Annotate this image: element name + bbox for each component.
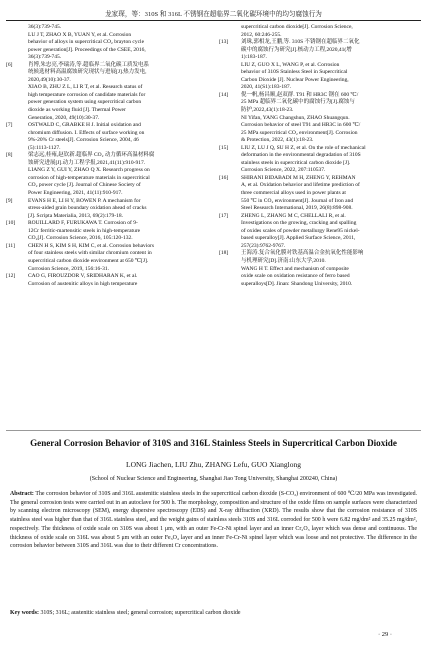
reference-line: oxide scale on oxidation resistance of ferro based xyxy=(241,273,350,280)
reference-line: high temperature corrosion of candidate materials for xyxy=(28,91,146,98)
reference-line: 550 ℃ in CO₂ environment[J]. Journal of Iron and xyxy=(241,197,354,204)
reference-line: superalloys[D]. Jinan: Shandong University, 2010. xyxy=(241,280,353,287)
reference-line: EVANS H E, LI H Y, BOWEN P. A mechanism for xyxy=(28,197,141,204)
reference-entry xyxy=(6,24,206,32)
reference-line: Carbon Dioxide [J]. Nuclear Power Engineering, xyxy=(241,76,349,83)
abstract-text: The corrosion behavior of 310S and 316L austenitic stainless steels in the supercritical carbon dioxide (S-CO₂) environment of 600 ℃/20 MPa was investigated. The general corrosion tests were carried out in an autoclave for 500 h. The morphology, composition and structure of the oxide films on sample surfaces were characterized by scanning electron microscopy (SEM), energy dispersive spectroscopy (EDS) and X-ray diffraction (XRD). The results show that the corrosion resistance of 310S stainless steel was higher than that of 316L stainless steel, and the weight gains of stainless steels 310S and 316L corroded for 500 h were 6.82 mg/dm² and 35.25 mg/dm², respectively. The thickness of oxide scale on 310S was about 1 μm, with an outer Fe-Cr-Ni spinel layer and an inner Cr₂O₃ layer which was dense and continuous. The thickness of oxide scale on 316L was about 5 μm with an outer Fe₃O₄ layer and an inner Fe-Cr-Ni spinel layer which was loose and not protective. The difference in the corrosion behavior between 310S and 316L was due to their different Cr concentrations. xyxy=(10,491,417,550)
header-rule xyxy=(6,20,421,21)
running-header: 龙家琛，等：310S 和 316L 不锈钢在超临界二氧化碳环境中的均匀腐蚀行为 xyxy=(105,11,322,18)
reference-entry xyxy=(219,24,419,39)
reference-line: of four stainless steels with similar chromium content in xyxy=(28,250,152,257)
reference-line: 36(3):739-745. xyxy=(28,24,62,30)
reference-entry xyxy=(219,266,419,289)
reference-line: LIANG Z Y, GUI Y, ZHAO Q X. Research progress on xyxy=(28,167,150,174)
reference-line: 王海涛.复合氧化膜对铁基高温合金抗氧化性能影响 xyxy=(241,250,364,257)
reference-line: 碳中的腐蚀行为研究[J].核动力工程,2020,41(增 xyxy=(241,46,352,53)
reference-line: CAO G, FIROUZDOR V, SRIDHARAN K, et al. xyxy=(28,273,138,280)
affiliation: (School of Nuclear Science and Engineering, Shanghai Jiao Tong University, Shanghai 200240, China) xyxy=(89,476,338,482)
reference-line: Corrosion Science, 2019, 156:16-31. xyxy=(28,265,109,272)
reference-line: 肖博,朱忠亮,李瑞涛,等.超临界二氧化碳工质发电系 xyxy=(28,61,150,68)
reference-entry xyxy=(6,84,206,122)
page-number: · 29 · xyxy=(378,631,393,638)
reference-entry xyxy=(6,198,206,221)
reference-entry xyxy=(219,175,419,213)
reference-line: chromium diffusion. I. Effects of surface working on xyxy=(28,129,145,136)
reference-line: three commercial alloys used in power plants at xyxy=(241,190,346,197)
reference-line: NI Yifan, YANG Changshun, ZHAO Shuangqun. xyxy=(241,114,350,121)
reference-line: of oxides scales of powder metallurgy Rene95 nickel- xyxy=(241,227,360,234)
reference-line: 257(23):9762-9767. xyxy=(241,242,286,249)
reference-entry xyxy=(6,152,206,167)
reference-line: 12Cr ferritic-martensitic steels in high-temperature xyxy=(28,227,141,234)
reference-line: 2020, 41(S1):183-187. xyxy=(241,84,291,91)
reference-number: [18] xyxy=(219,250,229,257)
reference-line: CO₂ power cycle [J]. Journal of Chinese Society of xyxy=(28,182,141,189)
reference-line: 统候选材料高温腐蚀研究现状与进展[J].热力发电, xyxy=(28,69,147,76)
reference-line: Corrosion Science, 2022, 207:110537. xyxy=(241,167,326,174)
reference-number: [16] xyxy=(219,174,229,181)
reference-number: [10] xyxy=(6,220,16,227)
reference-number: [7] xyxy=(6,122,13,129)
reference-entry xyxy=(219,62,419,92)
reference-line: 蚀研究进展[J].动力工程学报,2021,41(11):910-917. xyxy=(28,159,146,166)
reference-line: CHEN H S, KIM S H, KIM C, et al. Corrosion behaviors xyxy=(28,242,155,249)
reference-line: & Protection, 2022, 43(1):18-23. xyxy=(241,137,314,144)
reference-number: [6] xyxy=(6,61,13,68)
reference-number: [8] xyxy=(6,152,13,159)
reference-line: (5):1113-1127. xyxy=(28,144,61,151)
reference-line: 36(3):739-745. xyxy=(28,54,62,61)
reference-line: dioxide as working fluid [J]. Thermal Power xyxy=(28,107,126,114)
reference-line: Corrosion of austenitic alloys in high temperature xyxy=(28,280,138,287)
reference-line: behavior of 310S Stainless Steel in Supercritical xyxy=(241,69,348,76)
reference-entry xyxy=(6,62,206,85)
reference-line: Steel Research International, 2019, 26(8):898-908. xyxy=(241,205,353,212)
reference-line: 9%-20% Cr steels[J]. Corrosion Science, 2004, 46 xyxy=(28,137,139,144)
reference-line: stainless steels in supercritical carbon dioxide [J]. xyxy=(241,159,351,166)
author-list: LONG Jiachen, LIU Zhu, ZHANG Lefu, GUO Xianglong xyxy=(126,460,301,469)
english-title: General Corrosion Behavior of 310S and 316L Stainless Steels in Supercritical Carbon Dioxide xyxy=(30,438,397,448)
reference-number: [17] xyxy=(219,212,229,219)
reference-line: supercritical carbon dioxide[J]. Corrosion Science, xyxy=(241,24,353,30)
reference-entry xyxy=(219,250,419,265)
reference-line: based superalloy[J]. Applied Surface Science, 2011, xyxy=(241,235,356,242)
keywords-text: 310S; 316L; austenitic stainless steel; general corrosion; supercritical carbon dioxide xyxy=(40,610,241,616)
reference-number: [14] xyxy=(219,91,229,98)
reference-entry xyxy=(219,92,419,115)
reference-line: 2012, 60:246-255. xyxy=(241,31,282,38)
reference-line: stress-aided grain boundary oxidation ahead of cracks xyxy=(28,205,147,212)
reference-line: deformation in the environmental degradation of 310S xyxy=(241,152,361,159)
reference-entry xyxy=(219,115,419,145)
reference-line: 25 MPa supercritical CO₂ environment[J]. Corrosion xyxy=(241,129,358,136)
reference-line: 1):183-187. xyxy=(241,54,267,61)
reference-number: [12] xyxy=(6,273,16,280)
reference-line: power generation system using supercritical carbon xyxy=(28,99,142,106)
reference-entry xyxy=(219,145,419,175)
reference-line: WANG H T. Effect and mechanism of composite xyxy=(241,265,349,272)
reference-line: 25 MPa 超临界二氧化碳中的腐蚀行为[J].腐蚀与 xyxy=(241,99,355,106)
reference-line: power generation[J]. Proceedings of the CSEE, 2016, xyxy=(28,46,146,53)
reference-line: 刘珠,郭相龙,王鹏,等. 310S 不锈钢在超临界二氧化 xyxy=(241,39,360,46)
reference-number: [15] xyxy=(219,144,229,151)
reference-line: 防护,2022,43(1):18-23. xyxy=(241,107,294,114)
reference-entry xyxy=(6,243,206,273)
keywords-label: Key words: xyxy=(10,610,39,616)
abstract-block xyxy=(10,490,417,551)
reference-line: SHIRANI BIDABADI M H, ZHENG Y, REHMAN xyxy=(241,174,356,181)
reference-entry xyxy=(6,167,206,197)
reference-number: [9] xyxy=(6,197,13,204)
reference-entry xyxy=(6,32,206,62)
reference-entry xyxy=(6,122,206,152)
reference-line: 与机理研究[D].济南:山东大学,2010. xyxy=(241,257,326,264)
reference-line: 倪一帆,杨昌顺,赵双群. T91 和 HR3C 钢在 600 ℃/ xyxy=(241,91,359,98)
keywords-block xyxy=(10,610,417,616)
reference-line: LIU Z, LU J Q, SU H Z, et al. On the role of mechanical xyxy=(241,144,366,151)
reference-entry xyxy=(6,273,206,288)
reference-line: LU J T, ZHAO X B, YUAN Y, et al. Corrosion xyxy=(28,31,132,38)
reference-line: OSTWALD C, GRABKE H J. Initial oxidation and xyxy=(28,122,141,129)
reference-entry xyxy=(219,39,419,62)
reference-line: behavior of alloys in supercritical CO₂ brayton cycle xyxy=(28,39,145,46)
reference-line: ZHENG L, ZHANG M C, CHELLALI R, et al. xyxy=(241,212,346,219)
reference-line: corrosion of high-temperature materials in supercritical xyxy=(28,174,150,181)
references-right-column xyxy=(219,24,419,288)
reference-line: Investigations on the growing, cracking and spalling xyxy=(241,220,357,227)
reference-number: [11] xyxy=(6,242,15,249)
reference-line: Corrosion behavior of steel T91 and HR3C in 600 ℃/ xyxy=(241,122,361,129)
reference-line: XIAO B, ZHU Z L, LI R T, et al. Research status of xyxy=(28,84,143,91)
reference-entry xyxy=(219,213,419,251)
reference-line: CO₂[J]. Corrosion Science, 2016, 105:120-132. xyxy=(28,235,133,242)
reference-entry xyxy=(6,220,206,243)
reference-line: Power Engineering, 2021, 41(11):910-917. xyxy=(28,190,123,197)
reference-line: [J]. Scripta Materialia, 2013, 69(2):179-18. xyxy=(28,212,124,219)
reference-line: LIU Z, GUO X L, WANG P, et al. Corrosion xyxy=(241,61,340,68)
reference-line: Generation, 2020, 49(10):30-37. xyxy=(28,114,100,121)
reference-line: 梁志远,桂雍,赵钦新.超临界 CO₂ 动力循环高温材料腐 xyxy=(28,152,155,159)
reference-number: [13] xyxy=(219,39,229,46)
reference-line: ROUILLARD F, FURUKAWA T. Corrosion of 9- xyxy=(28,220,138,227)
reference-line: supercritical carbon dioxide environment at 650 ℃[J]. xyxy=(28,257,149,264)
reference-line: 2020,49(10):30-37. xyxy=(28,76,71,83)
abstract-label: Abstract: xyxy=(10,491,34,497)
references-left-column xyxy=(6,24,206,288)
section-divider xyxy=(6,430,421,431)
reference-line: A, et al. Oxidation behavior and lifetime prediction of xyxy=(241,182,360,189)
